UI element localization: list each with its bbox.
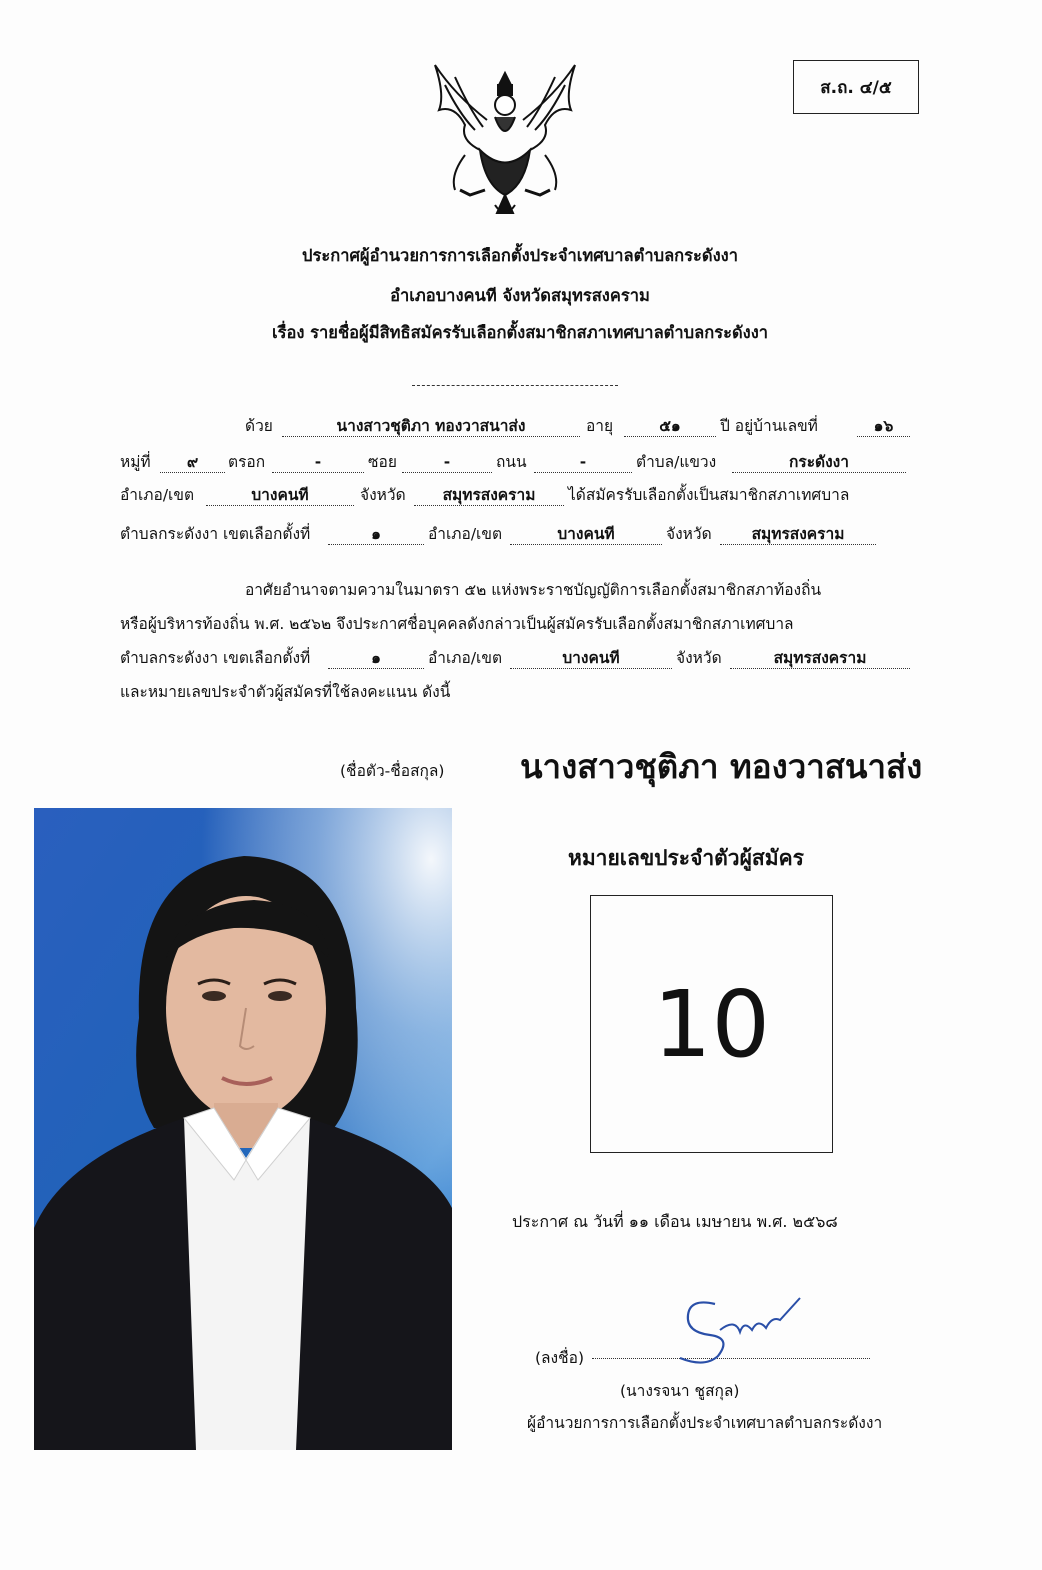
label-tambon: ตำบล/แขวง [636,453,717,471]
candidate-photo [34,808,452,1450]
para2-line-4 [120,680,910,704]
announcement-date: ประกาศ ณ วันที่ ๑๑ เดือน เมษายน พ.ศ. ๒๕๖๘ [512,1212,838,1231]
label-road: ถนน [496,453,527,471]
para2-text-2: หรือผู้บริหารท้องถิ่น พ.ศ. ๒๕๖๒ จึงประกาศชื่อบุคคลดังกล่าวเป็นผู้สมัครรับเลือกตั้งสมาชิกสภาเทศบาล [120,615,794,633]
form-code-box: ส.ถ. ๔/๕ [793,60,919,114]
header-line-2: อำเภอบางคนที จังหวัดสมุทรสงคราม [390,286,650,305]
sign-label: (ลงชื่อ) [535,1349,584,1367]
fill-province-3: สมุทรสงคราม [730,646,910,669]
para2-line-1 [120,578,910,602]
label-soi: ซอย [368,453,397,471]
fill-moo: ๙ [160,450,225,473]
fill-province-2: สมุทรสงคราม [720,522,876,545]
body-line-2 [120,450,910,474]
candidate-number-label: หมายเลขประจำตัวผู้สมัคร [568,846,804,870]
signer-title: ผู้อำนวยการการเลือกตั้งประจำเทศบาลตำบลกระดังงา [527,1414,883,1432]
label-district: ตำบลกระดังงา เขตเลือกตั้งที่ [120,525,311,543]
fill-district-no: ๑ [328,522,424,545]
label-amphoe: อำเภอ/เขต [120,486,195,504]
label-amphoe-2: อำเภอ/เขต [428,525,503,543]
candidate-name-heading: นางสาวชุติภา ทองวาสนาส่ง [520,747,923,786]
label-province: จังหวัด [360,486,406,504]
garuda-emblem-icon [425,55,585,220]
fill-soi: - [402,450,492,473]
label-district-3: ตำบลกระดังงา เขตเลือกตั้งที่ [120,649,311,667]
header-line-1: ประกาศผู้อำนวยการการเลือกตั้งประจำเทศบาลตำบลกระดังงา [302,246,738,265]
label-moo: หมู่ที่ [120,453,151,471]
para2-text-1: อาศัยอำนาจตามความในมาตรา ๕๒ แห่งพระราชบัญญัติการเลือกตั้งสมาชิกสภาท้องถิ่น [245,581,822,599]
para2-line-3 [120,646,910,670]
fill-road: - [534,450,632,473]
body-line-4 [120,522,910,546]
fill-district-no-3: ๑ [328,646,424,669]
header-subject: เรื่อง รายชื่อผู้มีสิทธิสมัครรับเลือกตั้งสมาชิกสภาเทศบาลตำบลกระดังงา [271,323,769,342]
header-divider [412,385,618,386]
label-province-2: จังหวัด [666,525,712,543]
label-duay: ด้วย [245,417,273,435]
fill-age: ๕๑ [624,414,716,437]
candidate-number-box: 10 [590,895,833,1153]
body-line-1 [120,414,910,438]
fill-amphoe-3: บางคนที [510,646,672,669]
para2-line-2 [120,612,910,636]
handwritten-signature [660,1290,810,1370]
label-applied: ได้สมัครรับเลือกตั้งเป็นสมาชิกสภาเทศบาล [568,486,850,504]
label-amphoe-3: อำเภอ/เขต [428,649,503,667]
label-house: ปี อยู่บ้านเลขที่ [720,417,818,435]
name-field-label: (ชื่อตัว-ชื่อสกุล) [340,762,445,780]
body-line-3 [120,483,910,507]
para2-text-4: และหมายเลขประจำตัวผู้สมัครที่ใช้ลงคะแนน ดังนี้ [120,683,451,701]
fill-tambon: กระดังงา [732,450,906,473]
fill-amphoe: บางคนที [206,483,354,506]
fill-house-no: ๑๖ [857,414,910,437]
fill-amphoe-2: บางคนที [510,522,662,545]
label-trok: ตรอก [228,453,266,471]
fill-province: สมุทรสงคราม [414,483,564,506]
fill-trok: - [272,450,364,473]
fill-candidate-name: นางสาวชุติภา ทองวาสนาส่ง [282,414,580,437]
label-province-3: จังหวัด [676,649,722,667]
signer-name: (นางรจนา ชูสกุล) [620,1382,740,1400]
label-age: อายุ [586,417,614,435]
